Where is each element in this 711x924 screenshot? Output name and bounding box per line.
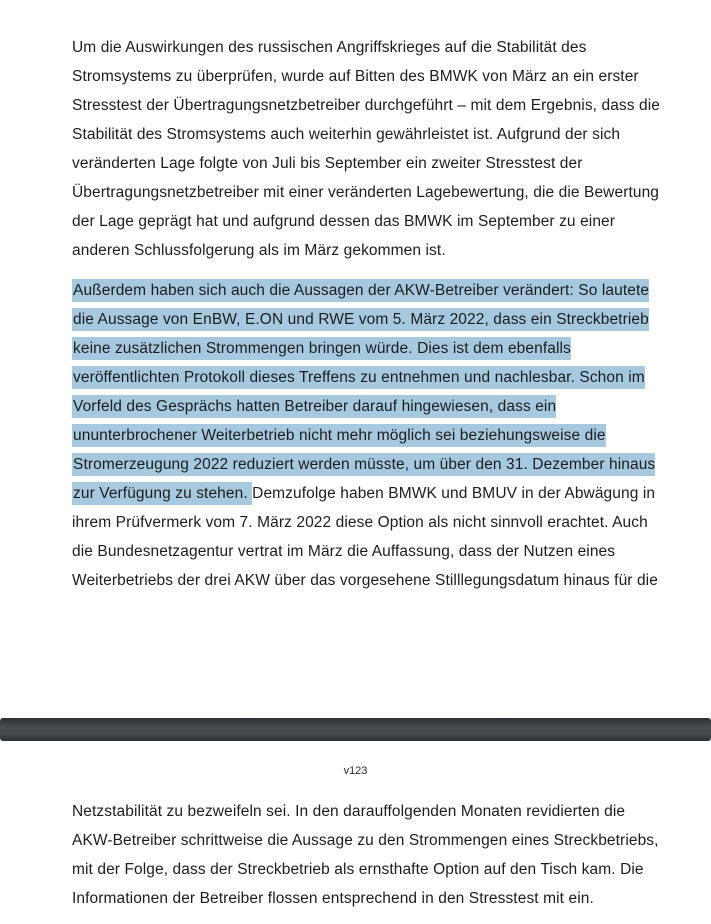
text-line [72, 392, 683, 421]
text-segment: AKW-Betreiber schrittweise die Aussage zu den Strommengen eines Streckbetriebs, [72, 832, 659, 849]
text-segment: Um die Auswirkungen des russischen Angriffskrieges auf die Stabilität des [72, 39, 587, 56]
highlighted-text: keine zusätzlichen Strommengen bringen würde. Dies ist dem ebenfalls [72, 337, 571, 360]
paragraph-akw-betreiber [72, 276, 683, 595]
text-segment: ihrem Prüfvermerk vom 7. März 2022 diese Option als nicht sinnvoll erachtet. Auch [72, 514, 648, 531]
text-line [72, 62, 683, 91]
text-segment: die Bundesnetzagentur vertrat im März die Auffassung, dass der Nutzen eines [72, 543, 616, 560]
text-segment: Stresstest der Übertragungsnetzbetreiber durchgeführt – mit dem Ergebnis, dass die [72, 97, 661, 114]
text-line [72, 797, 683, 826]
text-line [72, 276, 683, 305]
highlighted-text: Außerdem haben sich auch die Aussagen der AKW-Betreiber verändert: So lautete [72, 279, 649, 302]
text-segment: der Lage geprägt hat und aufgrund dessen das BMWK im September zu einer [72, 213, 616, 230]
text-segment: Weiterbetriebs der drei AKW über das vorgesehene Stilllegungsdatum hinaus für die [72, 572, 658, 589]
text-line [72, 363, 683, 392]
text-segment: mit der Folge, dass der Streckbetrieb als ernsthafte Option auf den Tisch kam. Die [72, 861, 644, 878]
text-segment: Netzstabilität zu bezweifeln sei. In den darauffolgenden Monaten revidierten die [72, 803, 626, 820]
text-line [72, 855, 683, 884]
page-number-label: v123 [343, 765, 368, 777]
text-line [72, 508, 683, 537]
text-line [72, 149, 683, 178]
text-line [72, 236, 683, 265]
highlighted-text: ununterbrochener Weiterbetrieb nicht mehr möglich sei beziehungsweise die [72, 424, 606, 447]
text-line [72, 334, 683, 363]
text-segment: Demzufolge haben BMWK und BMUV in der Abwägung in [252, 485, 656, 502]
text-line [72, 91, 683, 120]
text-segment: Stabilität des Stromsystems auch weiterhin gewährleistet ist. Aufgrund der sich [72, 126, 621, 143]
highlighted-text: die Aussage von EnBW, E.ON und RWE vom 5. März 2022, dass ein Streckbetrieb [72, 308, 649, 331]
text-line [72, 178, 683, 207]
text-line [72, 450, 683, 479]
highlighted-text: Vorfeld des Gesprächs hatten Betreiber darauf hingewiesen, dass ein [72, 395, 556, 418]
text-line [72, 566, 683, 595]
page-separator-bar [0, 718, 711, 741]
text-segment: Übertragungsnetzbetreiber mit einer veränderten Lagebewertung, die die Bewertung [72, 184, 660, 201]
highlighted-text: zur Verfügung zu stehen. [72, 482, 252, 505]
text-line [72, 305, 683, 334]
text-segment: veränderten Lage folgte von Juli bis September ein zweiter Stresstest der [72, 155, 583, 172]
paragraph-stresstest [72, 33, 683, 265]
text-line [72, 826, 683, 855]
text-segment: Stromsystems zu überprüfen, wurde auf Bitten des BMWK von März an ein erster [72, 68, 639, 85]
text-line [72, 479, 683, 508]
text-line [72, 421, 683, 450]
text-line [72, 207, 683, 236]
text-line [72, 884, 683, 913]
text-segment: Informationen der Betreiber flossen entsprechend in den Stresstest mit ein. [72, 890, 594, 907]
highlighted-text: Stromerzeugung 2022 reduziert werden müsste, um über den 31. Dezember hinaus [72, 453, 655, 476]
paragraph-netzstabilitaet [72, 797, 683, 913]
text-segment: anderen Schlussfolgerung als im März gekommen ist. [72, 242, 446, 259]
text-line [72, 537, 683, 566]
text-line [72, 33, 683, 62]
text-line [72, 120, 683, 149]
highlighted-text: veröffentlichten Protokoll dieses Treffens zu entnehmen und nachlesbar. Schon im [72, 366, 645, 389]
